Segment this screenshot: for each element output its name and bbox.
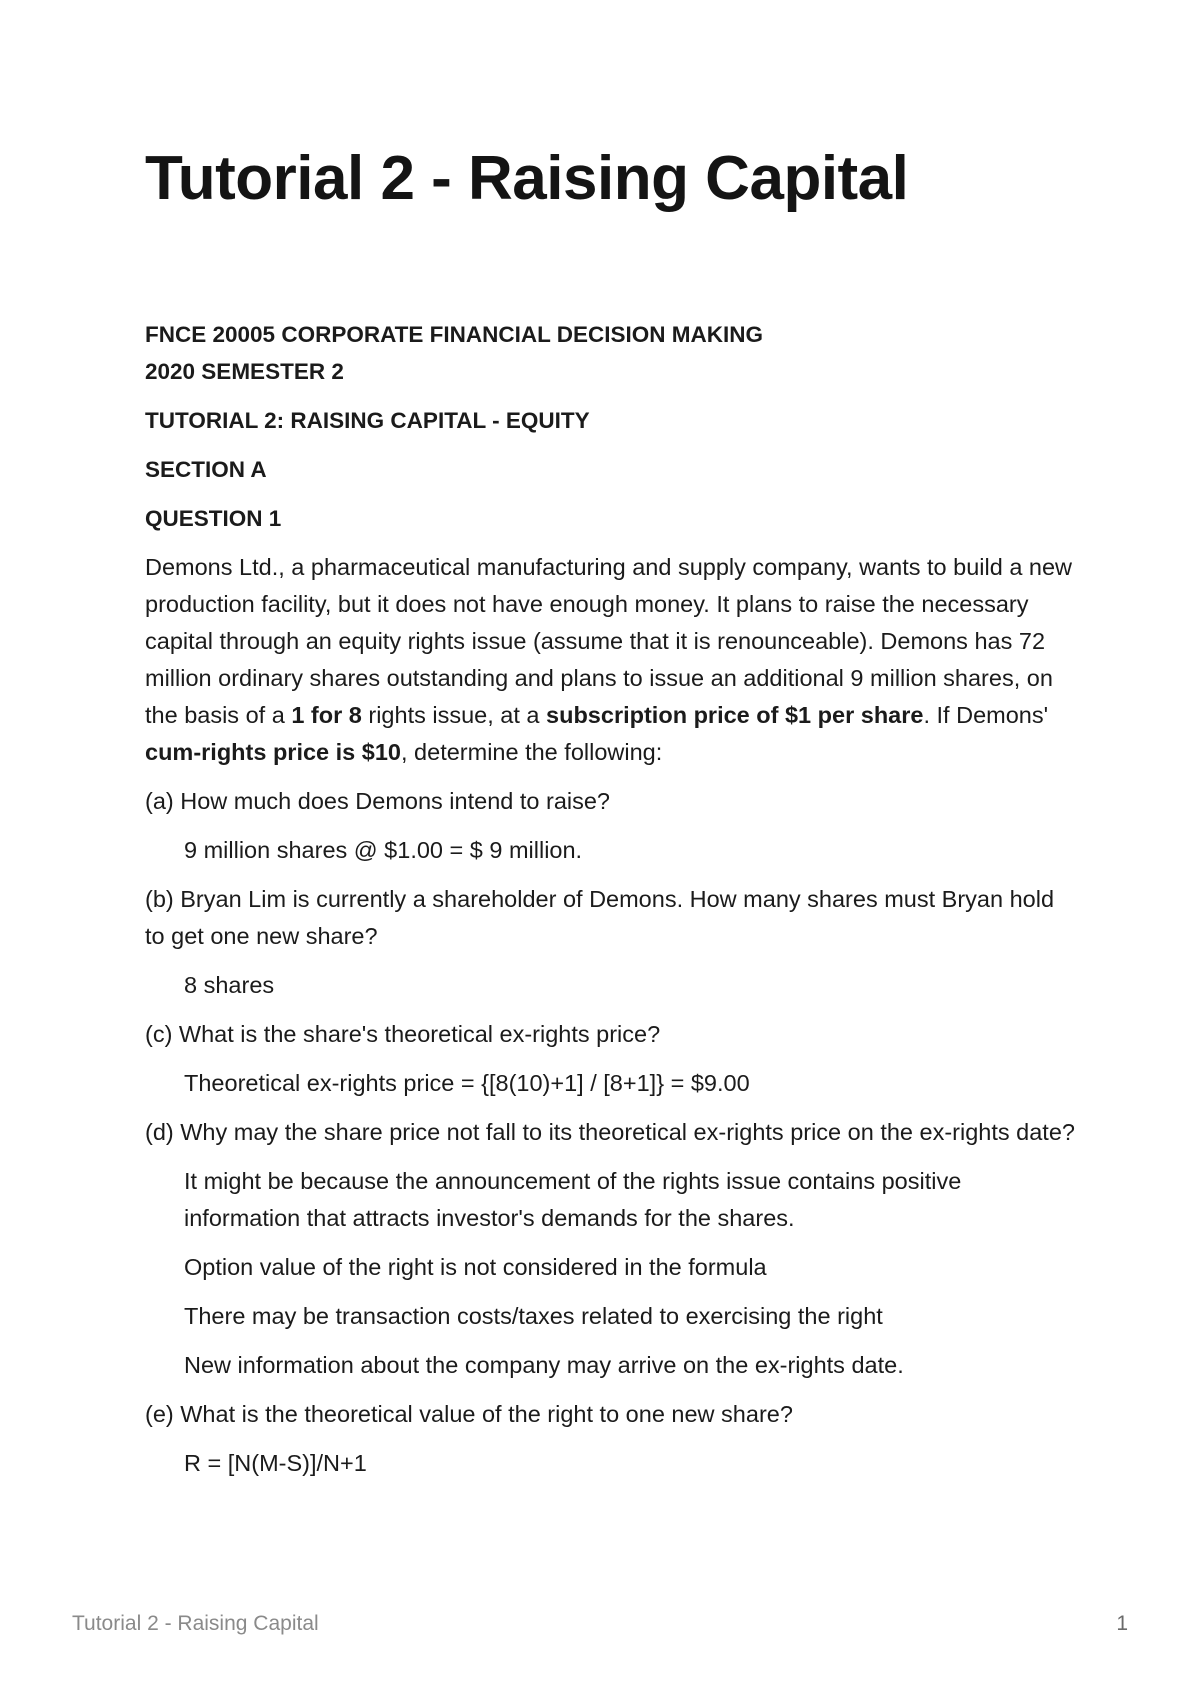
footer-page-number: 1 [1116,1612,1128,1635]
part-e-answer: R = [N(M-S)]/N+1 [184,1450,367,1476]
intro-text-4: , determine the following: [401,739,663,765]
part-b-question: (b) Bryan Lim is currently a shareholder of Demons. How many shares must Bryan hold to get one new share? [145,886,1055,949]
part-d-answer-1: It might be because the announcement of the rights issue contains positive information that attracts investor's demands for the shares. [184,1168,962,1231]
intro-text-3: . If Demons' [923,702,1049,728]
part-d-answer-4: New information about the company may arrive on the ex-rights date. [184,1352,904,1378]
course-name: FNCE 20005 CORPORATE FINANCIAL DECISION MAKING [145,322,763,347]
intro-bold-subscription: subscription price of $1 per share [546,702,924,728]
tutorial-heading: TUTORIAL 2: RAISING CAPITAL - EQUITY [145,408,590,433]
document-title: Tutorial 2 - Raising Capital [145,144,909,213]
question-intro [145,549,1075,771]
part-a-answer: 9 million shares @ $1.00 = $ 9 million. [184,837,583,863]
part-c-answer: Theoretical ex-rights price = {[8(10)+1] / [8+1]} = $9.00 [184,1070,750,1096]
question-heading: QUESTION 1 [145,506,282,531]
part-d-question: (d) Why may the share price not fall to its theoretical ex-rights price on the ex-rights date? [145,1119,1075,1145]
part-d-answer-2: Option value of the right is not considered in the formula [184,1254,767,1280]
part-d-answer-3: There may be transaction costs/taxes related to exercising the right [184,1303,883,1329]
intro-bold-cum-rights: cum-rights price is $10 [145,739,401,765]
intro-text-2: rights issue, at a [361,702,547,728]
part-e-question: (e) What is the theoretical value of the right to one new share? [145,1401,793,1427]
footer-title: Tutorial 2 - Raising Capital [72,1612,319,1635]
part-a-question: (a) How much does Demons intend to raise? [145,788,610,814]
section-heading: SECTION A [145,457,267,482]
intro-text-1: Demons Ltd., a pharmaceutical manufacturing and supply company, wants to build a new production facility, but it does not have enough money. It plans to raise the necessary capital through an equity rights issue (assume that it is renounceable). Demons has 72 million ordinary shares outstanding and plans to issue an additional 9 million shares, on the basis of a [145,554,1073,728]
part-b-answer: 8 shares [184,972,275,998]
intro-bold-ratio: 1 for 8 [291,702,362,728]
document-body [145,316,1075,1482]
part-c-question: (c) What is the share's theoretical ex-rights price? [145,1021,661,1047]
semester: 2020 SEMESTER 2 [145,359,344,384]
